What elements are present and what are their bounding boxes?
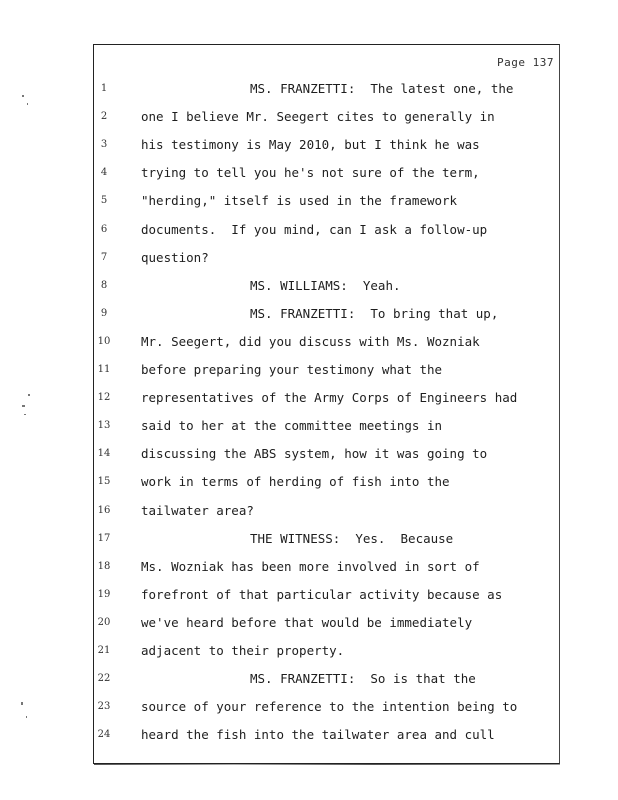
transcript-line: [0, 248, 618, 268]
transcript-line: [0, 725, 618, 745]
transcript-line: [0, 360, 618, 380]
line-number: 18: [97, 560, 111, 572]
line-text: THE WITNESS: Yes. Because: [250, 530, 454, 546]
line-number: 16: [97, 504, 111, 516]
line-number: 2: [100, 111, 108, 123]
line-number: 17: [97, 532, 111, 544]
transcript-line: [0, 613, 618, 633]
transcript-line: [0, 79, 618, 99]
bottom-rule: [94, 764, 560, 765]
line-number: 9: [100, 307, 108, 319]
line-text: question?: [141, 249, 209, 265]
line-number: 23: [97, 701, 111, 713]
line-text: before preparing your testimony what the: [141, 362, 443, 377]
transcript-line: [0, 641, 618, 661]
transcript-line: [0, 416, 618, 436]
transcript-line: [0, 472, 618, 492]
line-number: 7: [100, 251, 108, 263]
line-number: 1: [100, 83, 108, 94]
transcript-line: [0, 276, 618, 296]
line-text: tailwater area?: [141, 502, 254, 518]
line-text: source of your reference to the intention being to: [141, 699, 518, 715]
line-number: 19: [97, 588, 111, 600]
scan-speck: [24, 414, 26, 415]
scan-speck: [22, 95, 24, 97]
transcript-line: [0, 304, 618, 324]
line-number: 22: [97, 673, 111, 685]
line-number: 6: [100, 223, 108, 235]
line-text: representatives of the Army Corps of Engineers had: [141, 390, 518, 406]
line-number: 3: [100, 139, 108, 151]
line-text: one I believe Mr. Seegert cites to generally in: [141, 109, 495, 125]
line-text: heard the fish into the tailwater area and cull: [141, 727, 495, 743]
transcript-line: [0, 135, 618, 155]
line-text: documents. If you mind, can I ask a follow-up: [141, 221, 488, 237]
line-number: 24: [97, 729, 111, 741]
transcript-line: [0, 444, 618, 464]
line-number: 14: [97, 448, 111, 460]
line-text: trying to tell you he's not sure of the term,: [141, 165, 480, 181]
transcript-line: [0, 585, 618, 605]
transcript-line: [0, 332, 618, 352]
transcript-line: [0, 529, 618, 549]
line-number: 20: [97, 616, 111, 628]
line-text: adjacent to their property.: [141, 643, 345, 658]
scan-speck: [21, 702, 23, 705]
line-number: 8: [100, 279, 108, 291]
line-text: MS. WILLIAMS: Yeah.: [250, 277, 401, 293]
line-text: MS. FRANZETTI: The latest one, the: [250, 81, 514, 96]
line-text: "herding," itself is used in the framework: [141, 193, 458, 209]
transcript-line: [0, 501, 618, 521]
line-text: we've heard before that would be immediately: [141, 614, 473, 630]
line-text: MS. FRANZETTI: To bring that up,: [250, 305, 499, 321]
transcript-line: [0, 388, 618, 408]
scan-speck: [26, 716, 27, 718]
scan-speck: [22, 405, 25, 407]
line-text: said to her at the committee meetings in: [141, 418, 443, 434]
scan-speck: [28, 394, 30, 396]
line-text: discussing the ABS system, how it was going to: [141, 446, 488, 462]
line-number: 13: [97, 420, 111, 432]
line-number: 10: [97, 335, 111, 347]
line-number: 4: [100, 167, 108, 179]
page-number-label: Page 137: [497, 56, 554, 69]
transcript-line: [0, 557, 618, 577]
transcript-line: [0, 220, 618, 240]
line-number: 5: [100, 195, 108, 207]
line-number: 12: [97, 392, 111, 404]
line-text: Mr. Seegert, did you discuss with Ms. Wozniak: [141, 333, 480, 349]
transcript-line: [0, 697, 618, 717]
line-text: forefront of that particular activity because as: [141, 586, 503, 602]
transcript-line: [0, 669, 618, 689]
scan-speck: [27, 103, 28, 105]
line-number: 21: [97, 645, 111, 656]
line-number: 15: [97, 476, 111, 488]
line-text: work in terms of herding of fish into the: [141, 474, 450, 490]
transcript-line: [0, 163, 618, 183]
line-number: 11: [97, 364, 111, 375]
transcript-line: [0, 107, 618, 127]
line-text: MS. FRANZETTI: So is that the: [250, 671, 476, 687]
line-text: Ms. Wozniak has been more involved in sort of: [141, 558, 480, 574]
transcript-line: [0, 191, 618, 211]
line-text: his testimony is May 2010, but I think he was: [141, 137, 480, 153]
